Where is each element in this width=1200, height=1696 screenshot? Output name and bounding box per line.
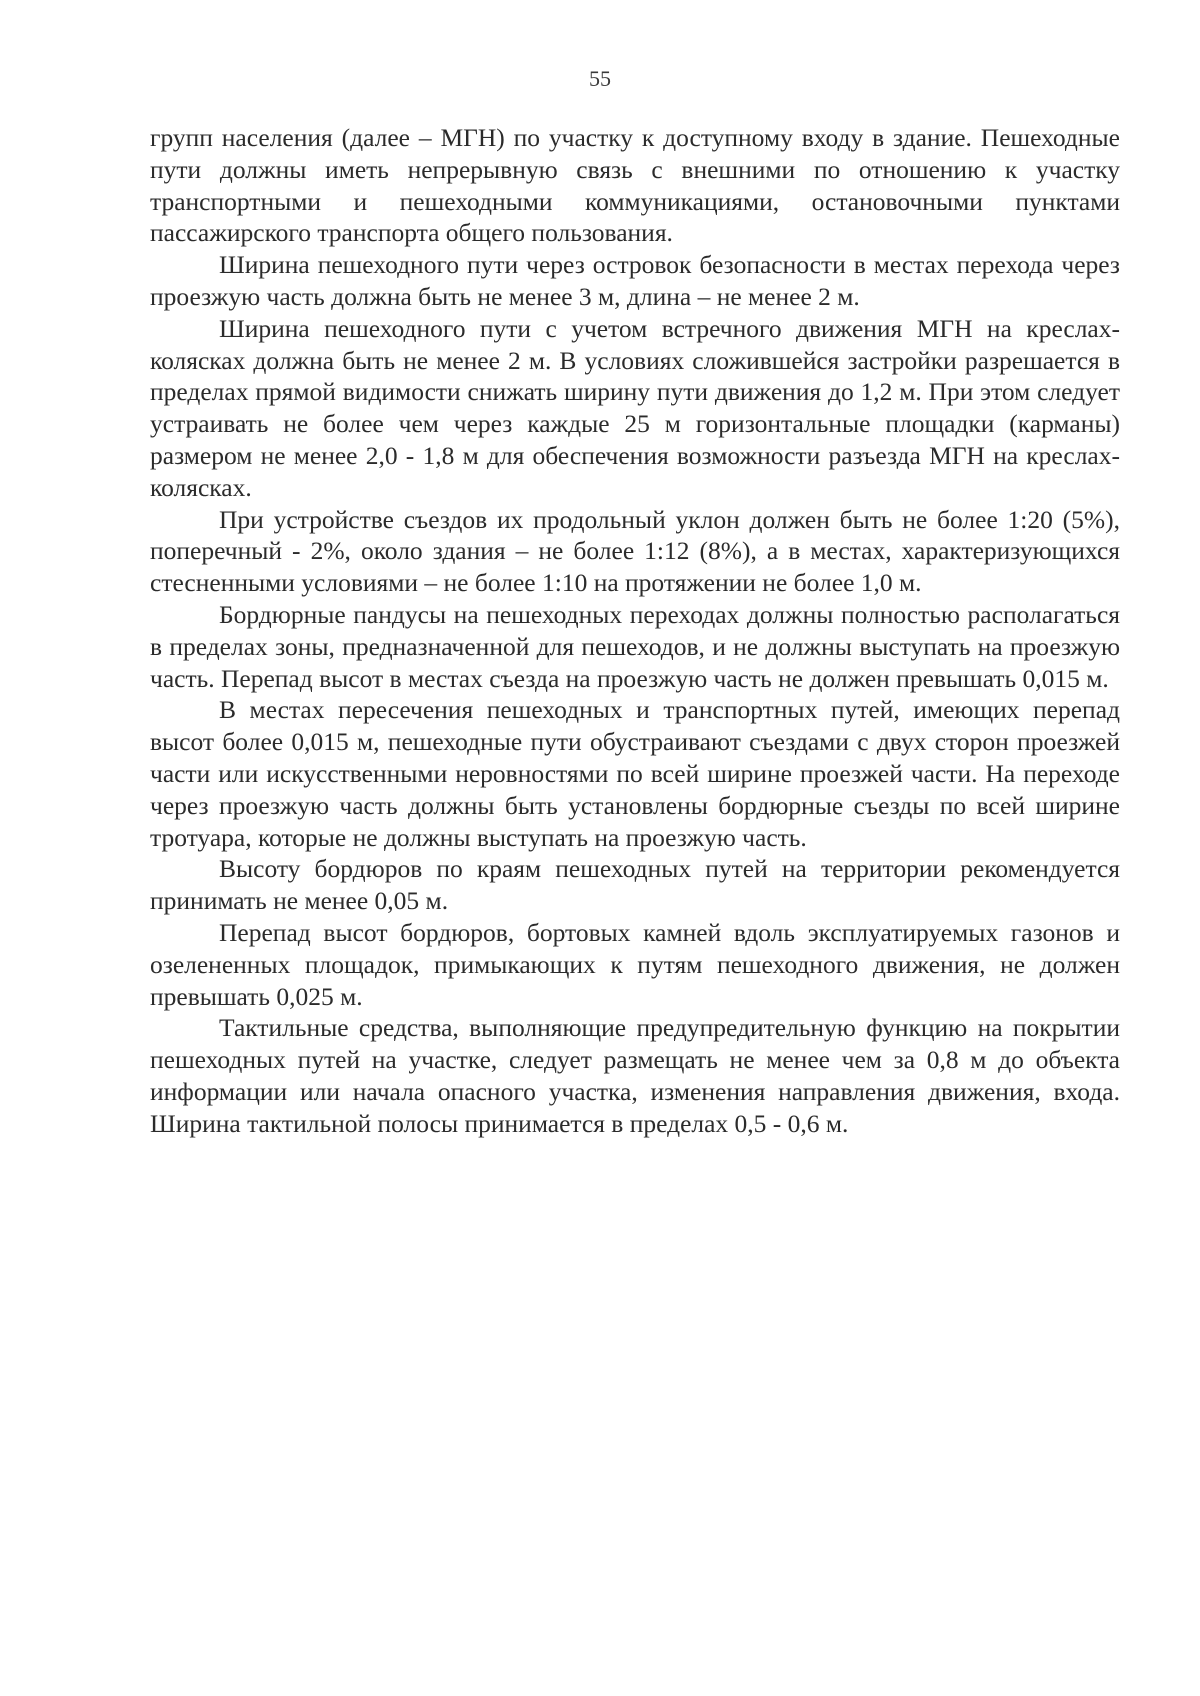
- page-number: 55: [589, 66, 611, 91]
- paragraph-path-width: Ширина пешеходного пути с учетом встречного движения МГН на креслах-колясках должна быть не менее 2 м. В условиях сложившейся застройки разрешается в пределах прямой видимости снижать ширину пути движения до 1,2 м. При этом следует устраивать не более чем через каждые 25 м горизонтальные площадки (карманы) размером не менее 2,0 - 1,8 м для обеспечения возможности разъезда МГН на креслах-колясках.: [150, 313, 1120, 502]
- paragraph-crossings: В местах пересечения пешеходных и транспортных путей, имеющих перепад высот более 0,015 м, пешеходные пути обустраивают съездами с двух сторон проезжей части или искусственными неровностями по всей ширине проезжей части. На переходе через проезжую часть должны быть установлены бордюрные съезды по всей ширине тротуара, которые не должны выступать на проезжую часть.: [150, 695, 1120, 852]
- paragraph-tactile: Тактильные средства, выполняющие предупредительную функцию на покрытии пешеходных путей на участке, следует размещать не менее чем за 0,8 м до объекта информации или начала опасного участка, изменения направления движения, входа. Ширина тактильной полосы принимается в пределах 0,5 - 0,6 м.: [150, 1013, 1120, 1138]
- document-body: [150, 122, 1120, 1140]
- paragraph-ramp-slope: При устройстве съездов их продольный уклон должен быть не более 1:20 (5%), поперечный - 2%, около здания – не более 1:12 (8%), а в местах, характеризующихся стесненными условиями – не более 1:10 на протяжении не более 1,0 м.: [150, 504, 1120, 598]
- paragraph-curb-ramps: Бордюрные пандусы на пешеходных переходах должны полностью располагаться в пределах зоны, предназначенной для пешеходов, и не должны выступать на проезжую часть. Перепад высот в местах съезда на проезжую часть не должен превышать 0,015 м.: [150, 599, 1120, 693]
- paragraph-curb-height: Высоту бордюров по краям пешеходных путей на территории рекомендуется принимать не менее 0,05 м.: [150, 854, 1120, 916]
- paragraph-island-width: Ширина пешеходного пути через островок безопасности в местах перехода через проезжую часть должна быть не менее 3 м, длина – не менее 2 м.: [150, 250, 1120, 311]
- paragraph-curb-drop: Перепад высот бордюров, бортовых камней вдоль эксплуатируемых газонов и озелененных площадок, примыкающих к путям пешеходного движения, не должен превышать 0,025 м.: [150, 917, 1120, 1011]
- paragraph-continued: групп населения (далее – МГН) по участку к доступному входу в здание. Пешеходные пути должны иметь непрерывную связь с внешними по отношению к участку транспортными и пешеходными коммуникациями, остановочными пунктами пассажирского транспорта общего пользования.: [150, 123, 1120, 248]
